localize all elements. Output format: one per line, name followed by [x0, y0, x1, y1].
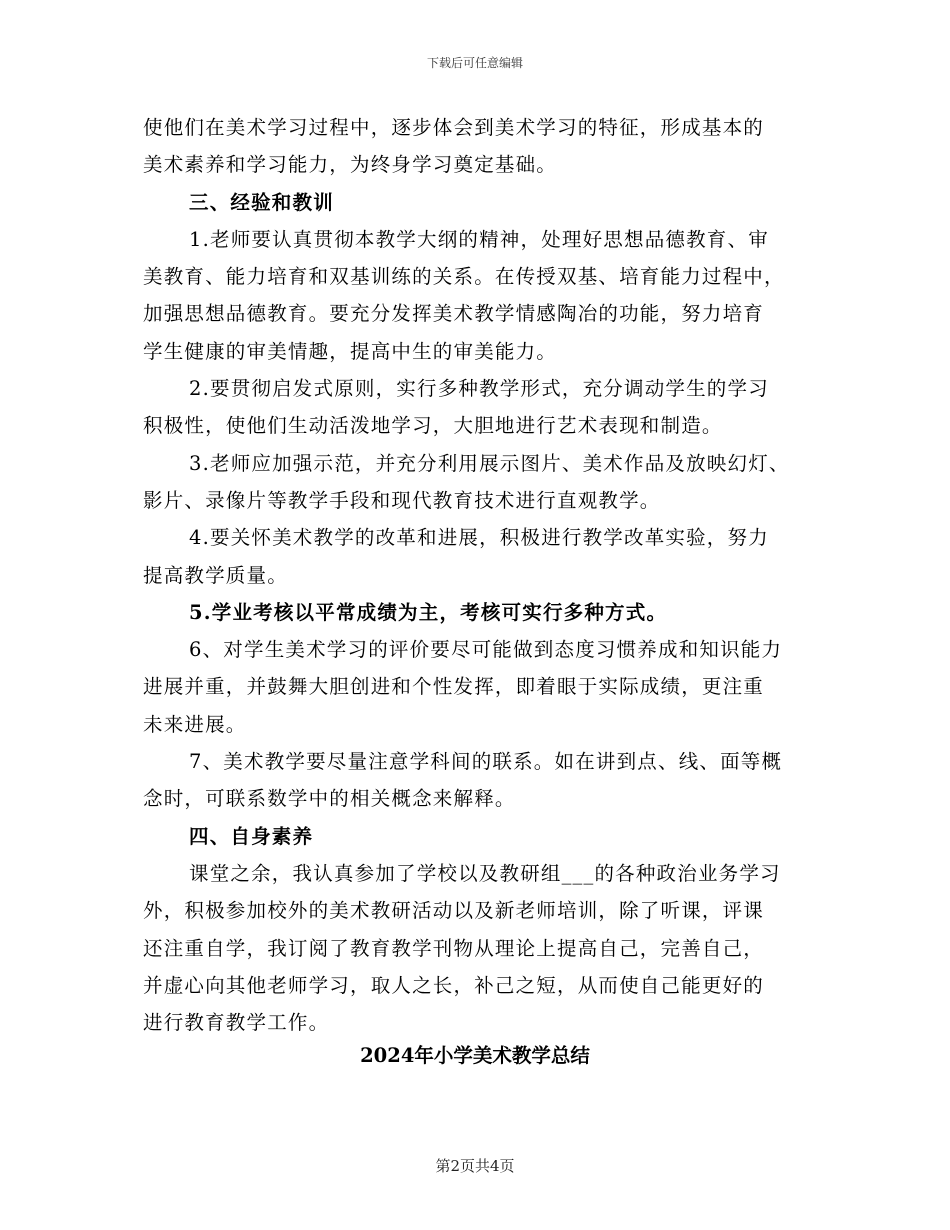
paragraph-line: 课堂之余，我认真参加了学校以及教研组___的各种政治业务学习	[189, 861, 781, 885]
paragraph-line: 学生健康的审美情趣，提高中生的审美能力。	[143, 339, 558, 363]
paragraph-line: 1.老师要认真贯彻本教学大纲的精神，处理好思想品德教育、审	[189, 227, 769, 251]
paragraph-line: 影片、录像片等教学手段和现代教育技术进行直观教学。	[143, 488, 661, 512]
document-title: 2024年小学美术教学总结	[360, 1044, 590, 1067]
paragraph-line: 加强思想品德教育。要充分发挥美术教学情感陶冶的功能，努力培育	[143, 302, 765, 326]
section-heading: 5.学业考核以平常成绩为主，考核可实行多种方式。	[189, 600, 668, 624]
paragraph-line: 提高教学质量。	[143, 563, 288, 587]
paragraph-line: 进展并重，并鼓舞大胆创进和个性发挥，即着眼于实际成绩，更注重	[143, 675, 765, 699]
paragraph-line: 外，积极参加校外的美术教研活动以及新老师培训，除了听课，评课	[143, 899, 765, 923]
paragraph-line: 使他们在美术学习过程中，逐步体会到美术学习的特征，形成基本的	[143, 116, 765, 139]
paragraph-line: 并虚心向其他老师学习，取人之长，补己之短，从而使自己能更好的	[143, 973, 765, 997]
paragraph-line: 2.要贯彻启发式原则，实行多种教学形式，充分调动学生的学习	[189, 377, 769, 401]
paragraph-line: 积极性，使他们生动活泼地学习，大胆地进行艺术表现和制造。	[143, 414, 723, 438]
paragraph-line: 3.老师应加强示范，并充分利用展示图片、美术作品及放映幻灯、	[189, 451, 790, 475]
paragraph-line: 还注重自学，我订阅了教育教学刊物从理论上提高自己，完善自己，	[143, 936, 765, 960]
header-note: 下载后可任意编辑	[426, 56, 523, 70]
paragraph-line: 未来进展。	[143, 712, 247, 736]
paragraph-line: 美教育、能力培育和双基训练的关系。在传授双基、培育能力过程中，	[143, 265, 785, 289]
paragraph-line: 4.要关怀美术教学的改革和进展，积极进行教学改革实验，努力	[189, 526, 769, 550]
document-body	[143, 109, 813, 1041]
section-heading: 三、经验和教训	[189, 190, 334, 214]
paragraph-line: 进行教育教学工作。	[143, 1011, 330, 1035]
paragraph-line: 6、对学生美术学习的评价要尽可能做到态度习惯养成和知识能力	[189, 638, 783, 662]
page-footer: 第2页共4页	[435, 1157, 515, 1175]
section-heading: 四、自身素养	[189, 824, 314, 848]
paragraph-line: 念时，可联系数学中的相关概念来解释。	[143, 787, 516, 811]
paragraph-line: 美术素养和学习能力，为终身学习奠定基础。	[143, 153, 558, 177]
paragraph-line: 7、美术教学要尽量注意学科间的联系。如在讲到点、线、面等概	[189, 750, 783, 774]
